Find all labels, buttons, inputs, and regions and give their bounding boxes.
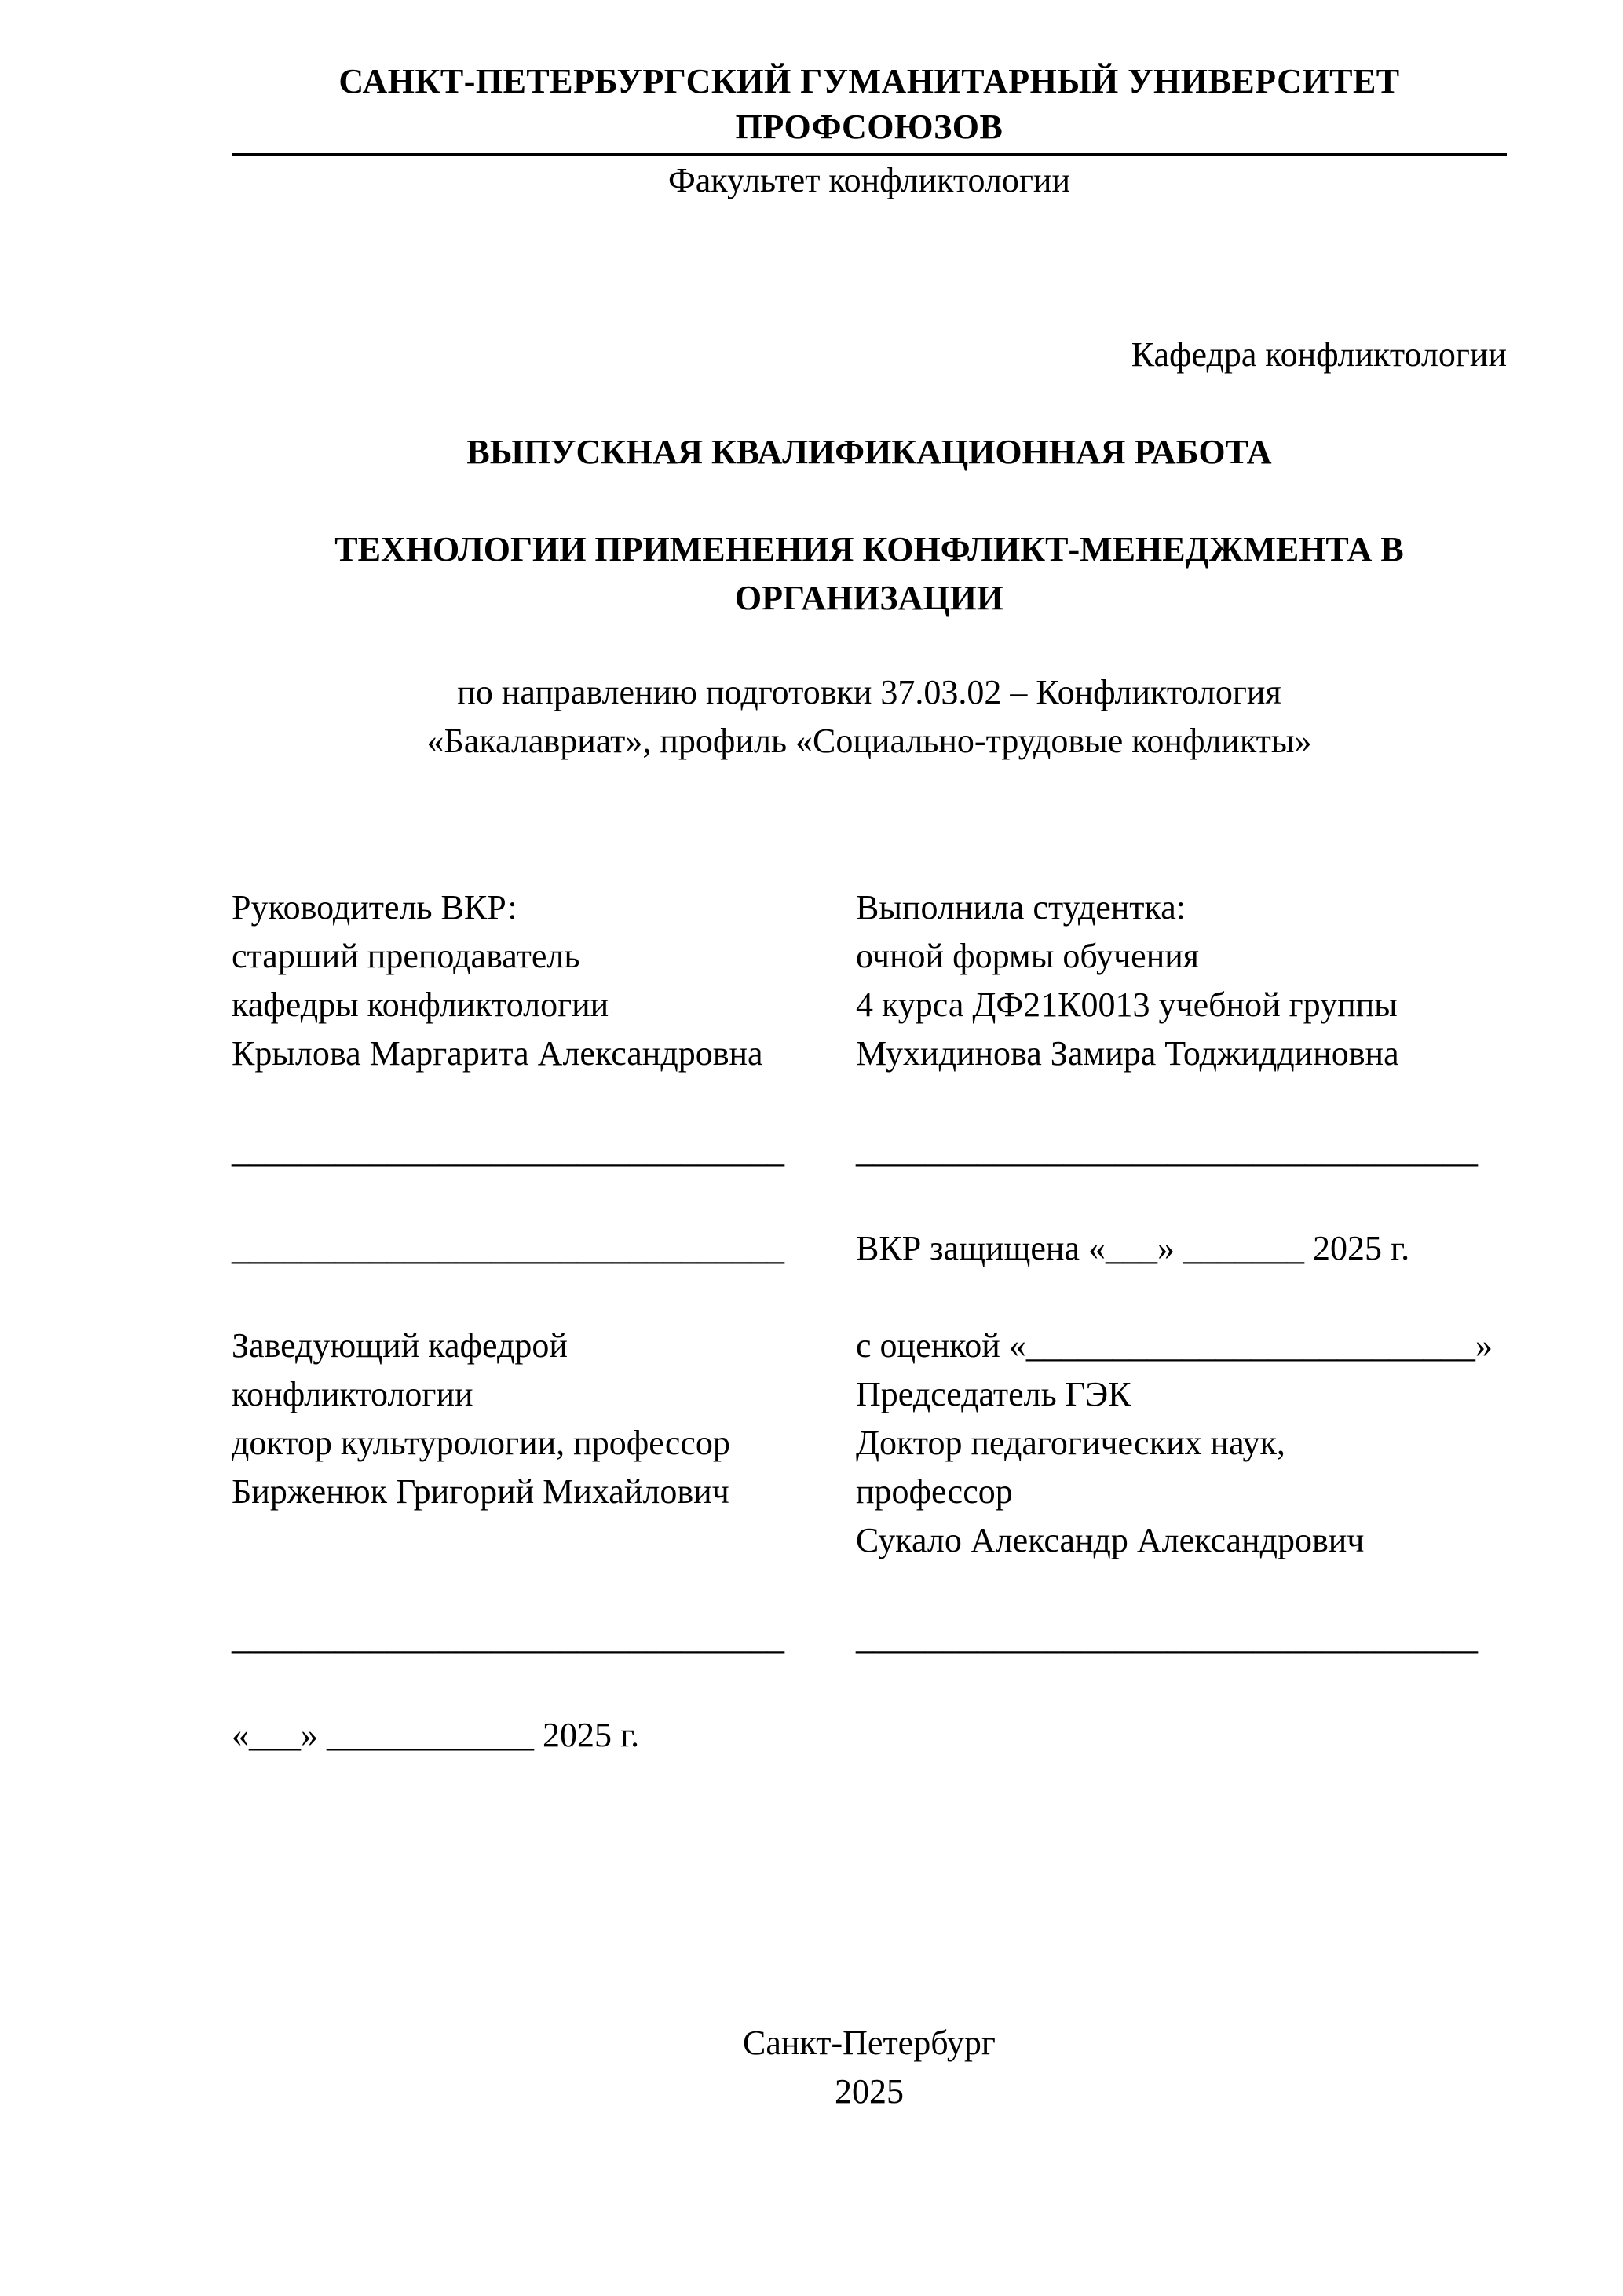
faculty-name: Факультет конфликтологии (667, 161, 1070, 199)
signatures-section (232, 883, 1507, 1760)
footer-city: Санкт-Петербург (743, 2024, 996, 2062)
department-name: Кафедра конфликтологии (1131, 335, 1507, 374)
program-direction: по направлению подготовки 37.03.02 – Конфликтология (457, 673, 1281, 711)
signature-line: ________________________________ (232, 1618, 784, 1657)
thesis-title: ТЕХНОЛОГИИ ПРИМЕНЕНИЯ КОНФЛИКТ-МЕНЕДЖМЕНТА В ОРГАНИЗАЦИИ (334, 530, 1404, 617)
spacer (856, 1565, 1507, 1614)
spacer (856, 1175, 1507, 1224)
signature-line: ________________________________ (232, 1229, 784, 1267)
signature-line: ____________________________________ (856, 1618, 1478, 1657)
spacer (856, 1273, 1507, 1322)
supervisor-column (232, 883, 828, 1760)
university-name: САНКТ-ПЕТЕРБУРГСКИЙ ГУМАНИТАРНЫЙ УНИВЕРСИТЕТ ПРОФСОЮЗОВ (338, 62, 1400, 146)
supervisor-position: старший преподаватель (232, 937, 580, 975)
gek-chair-name: Сукало Александр Александрович (856, 1521, 1365, 1559)
gek-chair-title: профессор (856, 1472, 1013, 1511)
defense-date-line: ВКР защищена «___» _______ 2025 г. (856, 1229, 1410, 1267)
student-label: Выполнила студентка: (856, 888, 1186, 927)
student-name: Мухидинова Замира Тоджиддиновна (856, 1034, 1399, 1073)
study-form: очной формы обучения (856, 937, 1200, 975)
program-block (232, 668, 1507, 766)
spacer (856, 1078, 1507, 1127)
supervisor-department: кафедры конфликтологии (232, 985, 609, 1024)
footer-year: 2025 (835, 2072, 904, 2111)
student-column (856, 883, 1507, 1760)
gek-chair-degree: Доктор педагогических наук, (856, 1424, 1285, 1462)
grade-line: с оценкой «__________________________» (856, 1326, 1493, 1365)
date-line: «___» ____________ 2025 г. (232, 1716, 640, 1754)
spacer (232, 1516, 828, 1565)
footer (232, 2019, 1507, 2116)
spacer (232, 1662, 828, 1711)
spacer (232, 1565, 828, 1614)
spacer (232, 1273, 828, 1322)
head-department-name: конфликтологии (232, 1375, 473, 1413)
spacer (232, 1078, 828, 1127)
head-of-department-label: Заведующий кафедрой (232, 1326, 568, 1365)
gek-chair-label: Председатель ГЭК (856, 1375, 1131, 1413)
university-header (232, 59, 1507, 156)
signature-line: ________________________________ (232, 1132, 784, 1170)
study-group: 4 курса ДФ21К0013 учебной группы (856, 985, 1398, 1024)
work-type-heading: ВЫПУСКНАЯ КВАЛИФИКАЦИОННАЯ РАБОТА (466, 433, 1272, 471)
signature-line: ____________________________________ (856, 1132, 1478, 1170)
head-name: Бирженюк Григорий Михайлович (232, 1472, 729, 1511)
spacer (232, 1175, 828, 1224)
supervisor-name: Крылова Маргарита Александровна (232, 1034, 763, 1073)
supervisor-label: Руководитель ВКР: (232, 888, 517, 927)
head-degree: доктор культурологии, профессор (232, 1424, 730, 1462)
program-profile: «Бакалавриат», профиль «Социально-трудовые конфликты» (426, 722, 1312, 760)
